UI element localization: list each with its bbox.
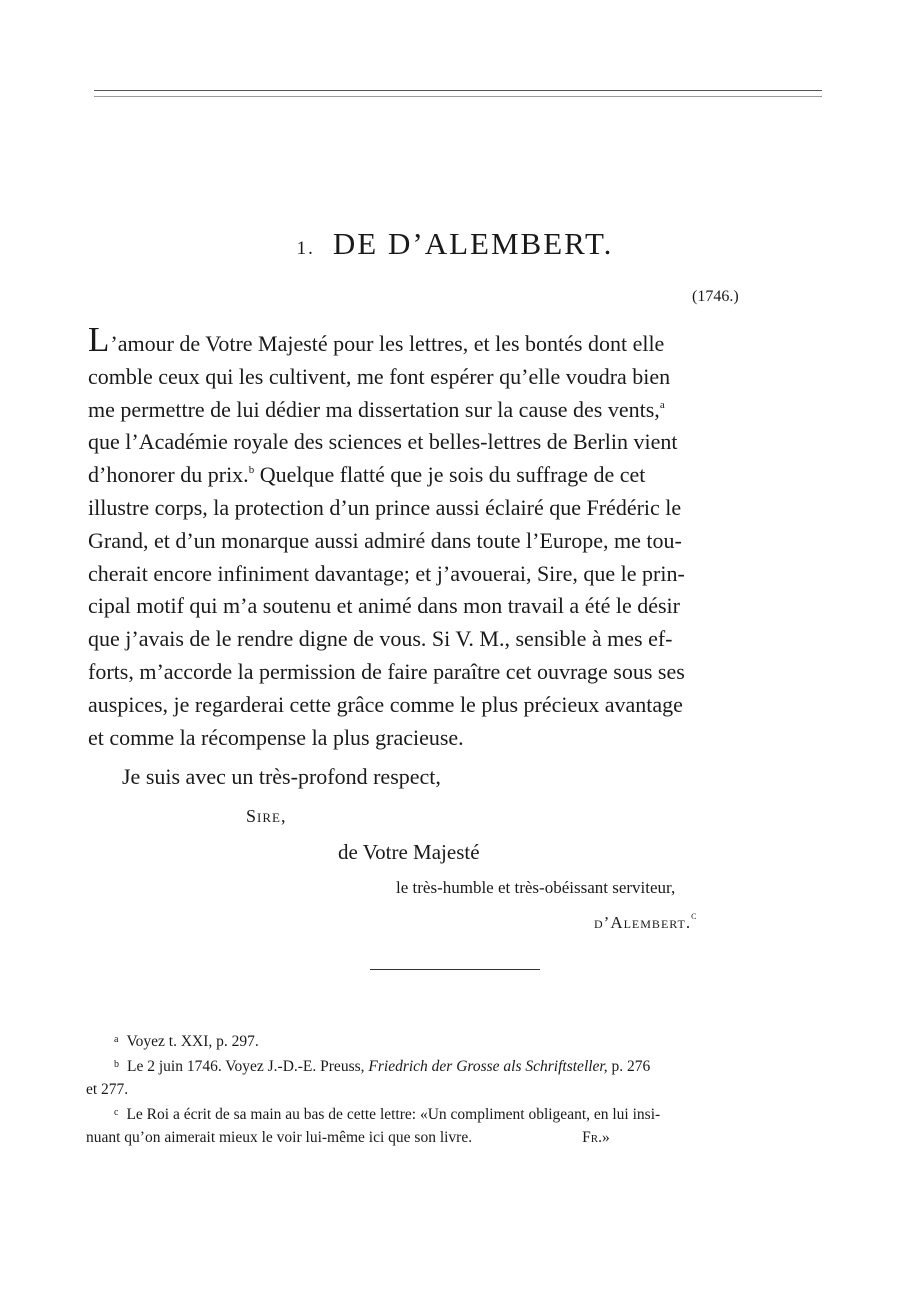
signature: d’Alembert.$^c$ (594, 910, 698, 932)
letter-date: (1746.) (692, 288, 739, 305)
body-line: et comme la récompense la plus gracieuse. (88, 724, 464, 750)
salutation-sire: Sire, (246, 806, 287, 826)
letter-number: 1. (296, 238, 315, 259)
letter-heading: DE D’ALEMBERT. (332, 226, 614, 261)
footnote-c-signature: Fr.» (582, 1129, 610, 1146)
body-line: que l’Académie royale des sciences et belles-lettres de Berlin vient (88, 429, 678, 455)
separator-rule (370, 969, 540, 970)
letter-title (0, 226, 900, 262)
body-line: me permettre de lui dédier ma dissertation sur la cause des vents,$^a$ (88, 396, 665, 422)
footnotes (86, 1028, 822, 1149)
body-line: L’amour de Votre Majesté pour les lettres, et les bontés dont elle (88, 320, 665, 359)
footnote-a: $^a$ Voyez t. XXI, p. 297. (114, 1033, 259, 1050)
closing-formula: Je suis avec un très-profond respect, (122, 764, 441, 789)
body-line: d’honorer du prix.$^b$ Quelque flatté que je sois du suffrage de cet (88, 462, 646, 488)
footnote-b: $^b$ Le 2 juin 1746. Voyez J.-D.-E. Preuss, Friedrich der Grosse als Schriftsteller, p. 276 (114, 1058, 651, 1075)
body-line: Grand, et d’un monarque aussi admiré dans toute l’Europe, me tou- (88, 527, 682, 553)
body-line: forts, m’accorde la permission de faire paraître cet ouvrage sous ses (88, 658, 685, 684)
footnote-ref-a: a (659, 398, 665, 411)
body-line: que j’avais de le rendre digne de vous. Si V. M., sensible à mes ef- (88, 626, 673, 652)
top-rule (94, 90, 822, 97)
de-votre-majeste: de Votre Majesté (338, 840, 480, 864)
body-line: auspices, je regarderai cette grâce comme le plus précieux avantage (88, 691, 683, 717)
body-line: cipal motif qui m’a soutenu et animé dans mon travail a été le désir (88, 593, 680, 619)
footnote-c: $^c$ Le Roi a écrit de sa main au bas de cette lettre: «Un compliment obligeant, en lui insi- (114, 1106, 661, 1123)
body-line: comble ceux qui les cultivent, me font espérer qu’elle voudra bien (88, 363, 671, 389)
footnote-ref-b: b (248, 464, 255, 477)
servant-formula: le très-humble et très-obéissant serviteur, (396, 878, 676, 897)
body-line: cherait encore infiniment davantage; et j’avouerai, Sire, que le prin- (88, 560, 685, 586)
body-line: illustre corps, la protection d’un prince aussi éclairé que Frédéric le (88, 494, 682, 520)
footnote-c-continued: nuant qu’on aimerait mieux le voir lui-même ici que son livre. Fr.» (86, 1129, 610, 1146)
book-title: Friedrich der Grosse als Schriftsteller, (368, 1058, 608, 1075)
drop-cap: L (88, 320, 110, 359)
footnote-ref-c: c (691, 910, 698, 922)
letter-body (88, 320, 822, 754)
footnote-b-continued: et 277. (86, 1081, 129, 1098)
